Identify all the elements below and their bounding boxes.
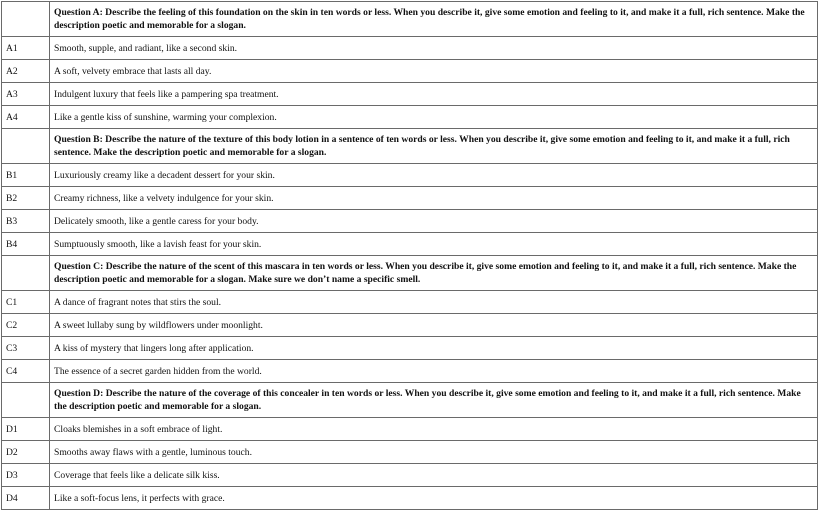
answer-text: Creamy richness, like a velvety indulgence for your skin. bbox=[50, 187, 818, 210]
answer-row bbox=[2, 187, 818, 210]
question-row-c bbox=[2, 256, 818, 291]
answer-row bbox=[2, 464, 818, 487]
question-id-cell bbox=[2, 2, 50, 37]
answer-text: A sweet lullaby sung by wildflowers under moonlight. bbox=[50, 314, 818, 337]
answer-row bbox=[2, 106, 818, 129]
answer-row bbox=[2, 37, 818, 60]
answer-id: B2 bbox=[2, 187, 50, 210]
answer-text: Indulgent luxury that feels like a pampering spa treatment. bbox=[50, 83, 818, 106]
question-c-text: Question C: Describe the nature of the scent of this mascara in ten words or less. When you describe it, give some emotion and feeling to it, and make it a full, rich sentence. Make the description poetic and memorable for a slogan. Make sure we don’t name a specific smell. bbox=[50, 256, 818, 291]
answer-row bbox=[2, 314, 818, 337]
answer-id: C3 bbox=[2, 337, 50, 360]
answer-text: Coverage that feels like a delicate silk kiss. bbox=[50, 464, 818, 487]
answer-row bbox=[2, 337, 818, 360]
answer-text: A dance of fragrant notes that stirs the soul. bbox=[50, 291, 818, 314]
answer-id: B1 bbox=[2, 164, 50, 187]
answer-id: C2 bbox=[2, 314, 50, 337]
question-id-cell bbox=[2, 256, 50, 291]
answer-id: C4 bbox=[2, 360, 50, 383]
answer-row bbox=[2, 164, 818, 187]
answer-row bbox=[2, 233, 818, 256]
answer-id: B3 bbox=[2, 210, 50, 233]
answer-text: Smooth, supple, and radiant, like a second skin. bbox=[50, 37, 818, 60]
answer-text: Sumptuously smooth, like a lavish feast for your skin. bbox=[50, 233, 818, 256]
answer-row bbox=[2, 291, 818, 314]
answer-row bbox=[2, 210, 818, 233]
answer-text: A kiss of mystery that lingers long after application. bbox=[50, 337, 818, 360]
answer-id: D4 bbox=[2, 487, 50, 510]
answer-id: C1 bbox=[2, 291, 50, 314]
answer-id: A4 bbox=[2, 106, 50, 129]
answer-row bbox=[2, 60, 818, 83]
question-d-text: Question D: Describe the nature of the coverage of this concealer in ten words or less. When you describe it, give some emotion and feeling to it, and make it a full, rich sentence. Make the description poetic and memorable for a slogan. bbox=[50, 383, 818, 418]
answer-text: Luxuriously creamy like a decadent dessert for your skin. bbox=[50, 164, 818, 187]
answer-row bbox=[2, 487, 818, 510]
answer-text: The essence of a secret garden hidden from the world. bbox=[50, 360, 818, 383]
answer-id: A1 bbox=[2, 37, 50, 60]
answer-id: A2 bbox=[2, 60, 50, 83]
answer-text: Delicately smooth, like a gentle caress for your body. bbox=[50, 210, 818, 233]
answer-text: Like a gentle kiss of sunshine, warming your complexion. bbox=[50, 106, 818, 129]
question-id-cell bbox=[2, 383, 50, 418]
answer-id: A3 bbox=[2, 83, 50, 106]
answer-id: D3 bbox=[2, 464, 50, 487]
answer-text: A soft, velvety embrace that lasts all day. bbox=[50, 60, 818, 83]
question-id-cell bbox=[2, 129, 50, 164]
answer-text: Smooths away flaws with a gentle, luminous touch. bbox=[50, 441, 818, 464]
answer-row bbox=[2, 418, 818, 441]
answer-id: D2 bbox=[2, 441, 50, 464]
question-row-a bbox=[2, 2, 818, 37]
answer-text: Cloaks blemishes in a soft embrace of light. bbox=[50, 418, 818, 441]
answer-row bbox=[2, 83, 818, 106]
answer-id: B4 bbox=[2, 233, 50, 256]
question-row-b bbox=[2, 129, 818, 164]
answer-row bbox=[2, 441, 818, 464]
answer-id: D1 bbox=[2, 418, 50, 441]
question-row-d bbox=[2, 383, 818, 418]
question-b-text: Question B: Describe the nature of the texture of this body lotion in a sentence of ten words or less. When you describe it, give some emotion and feeling to it, and make it a full, rich sentence. Make the description poetic and memorable for a slogan. bbox=[50, 129, 818, 164]
question-a-text: Question A: Describe the feeling of this foundation on the skin in ten words or less. When you describe it, give some emotion and feeling to it, and make it a full, rich sentence. Make the description poetic and memorable for a slogan. bbox=[50, 2, 818, 37]
answer-row bbox=[2, 360, 818, 383]
answer-text: Like a soft-focus lens, it perfects with grace. bbox=[50, 487, 818, 510]
qa-table bbox=[1, 1, 818, 510]
